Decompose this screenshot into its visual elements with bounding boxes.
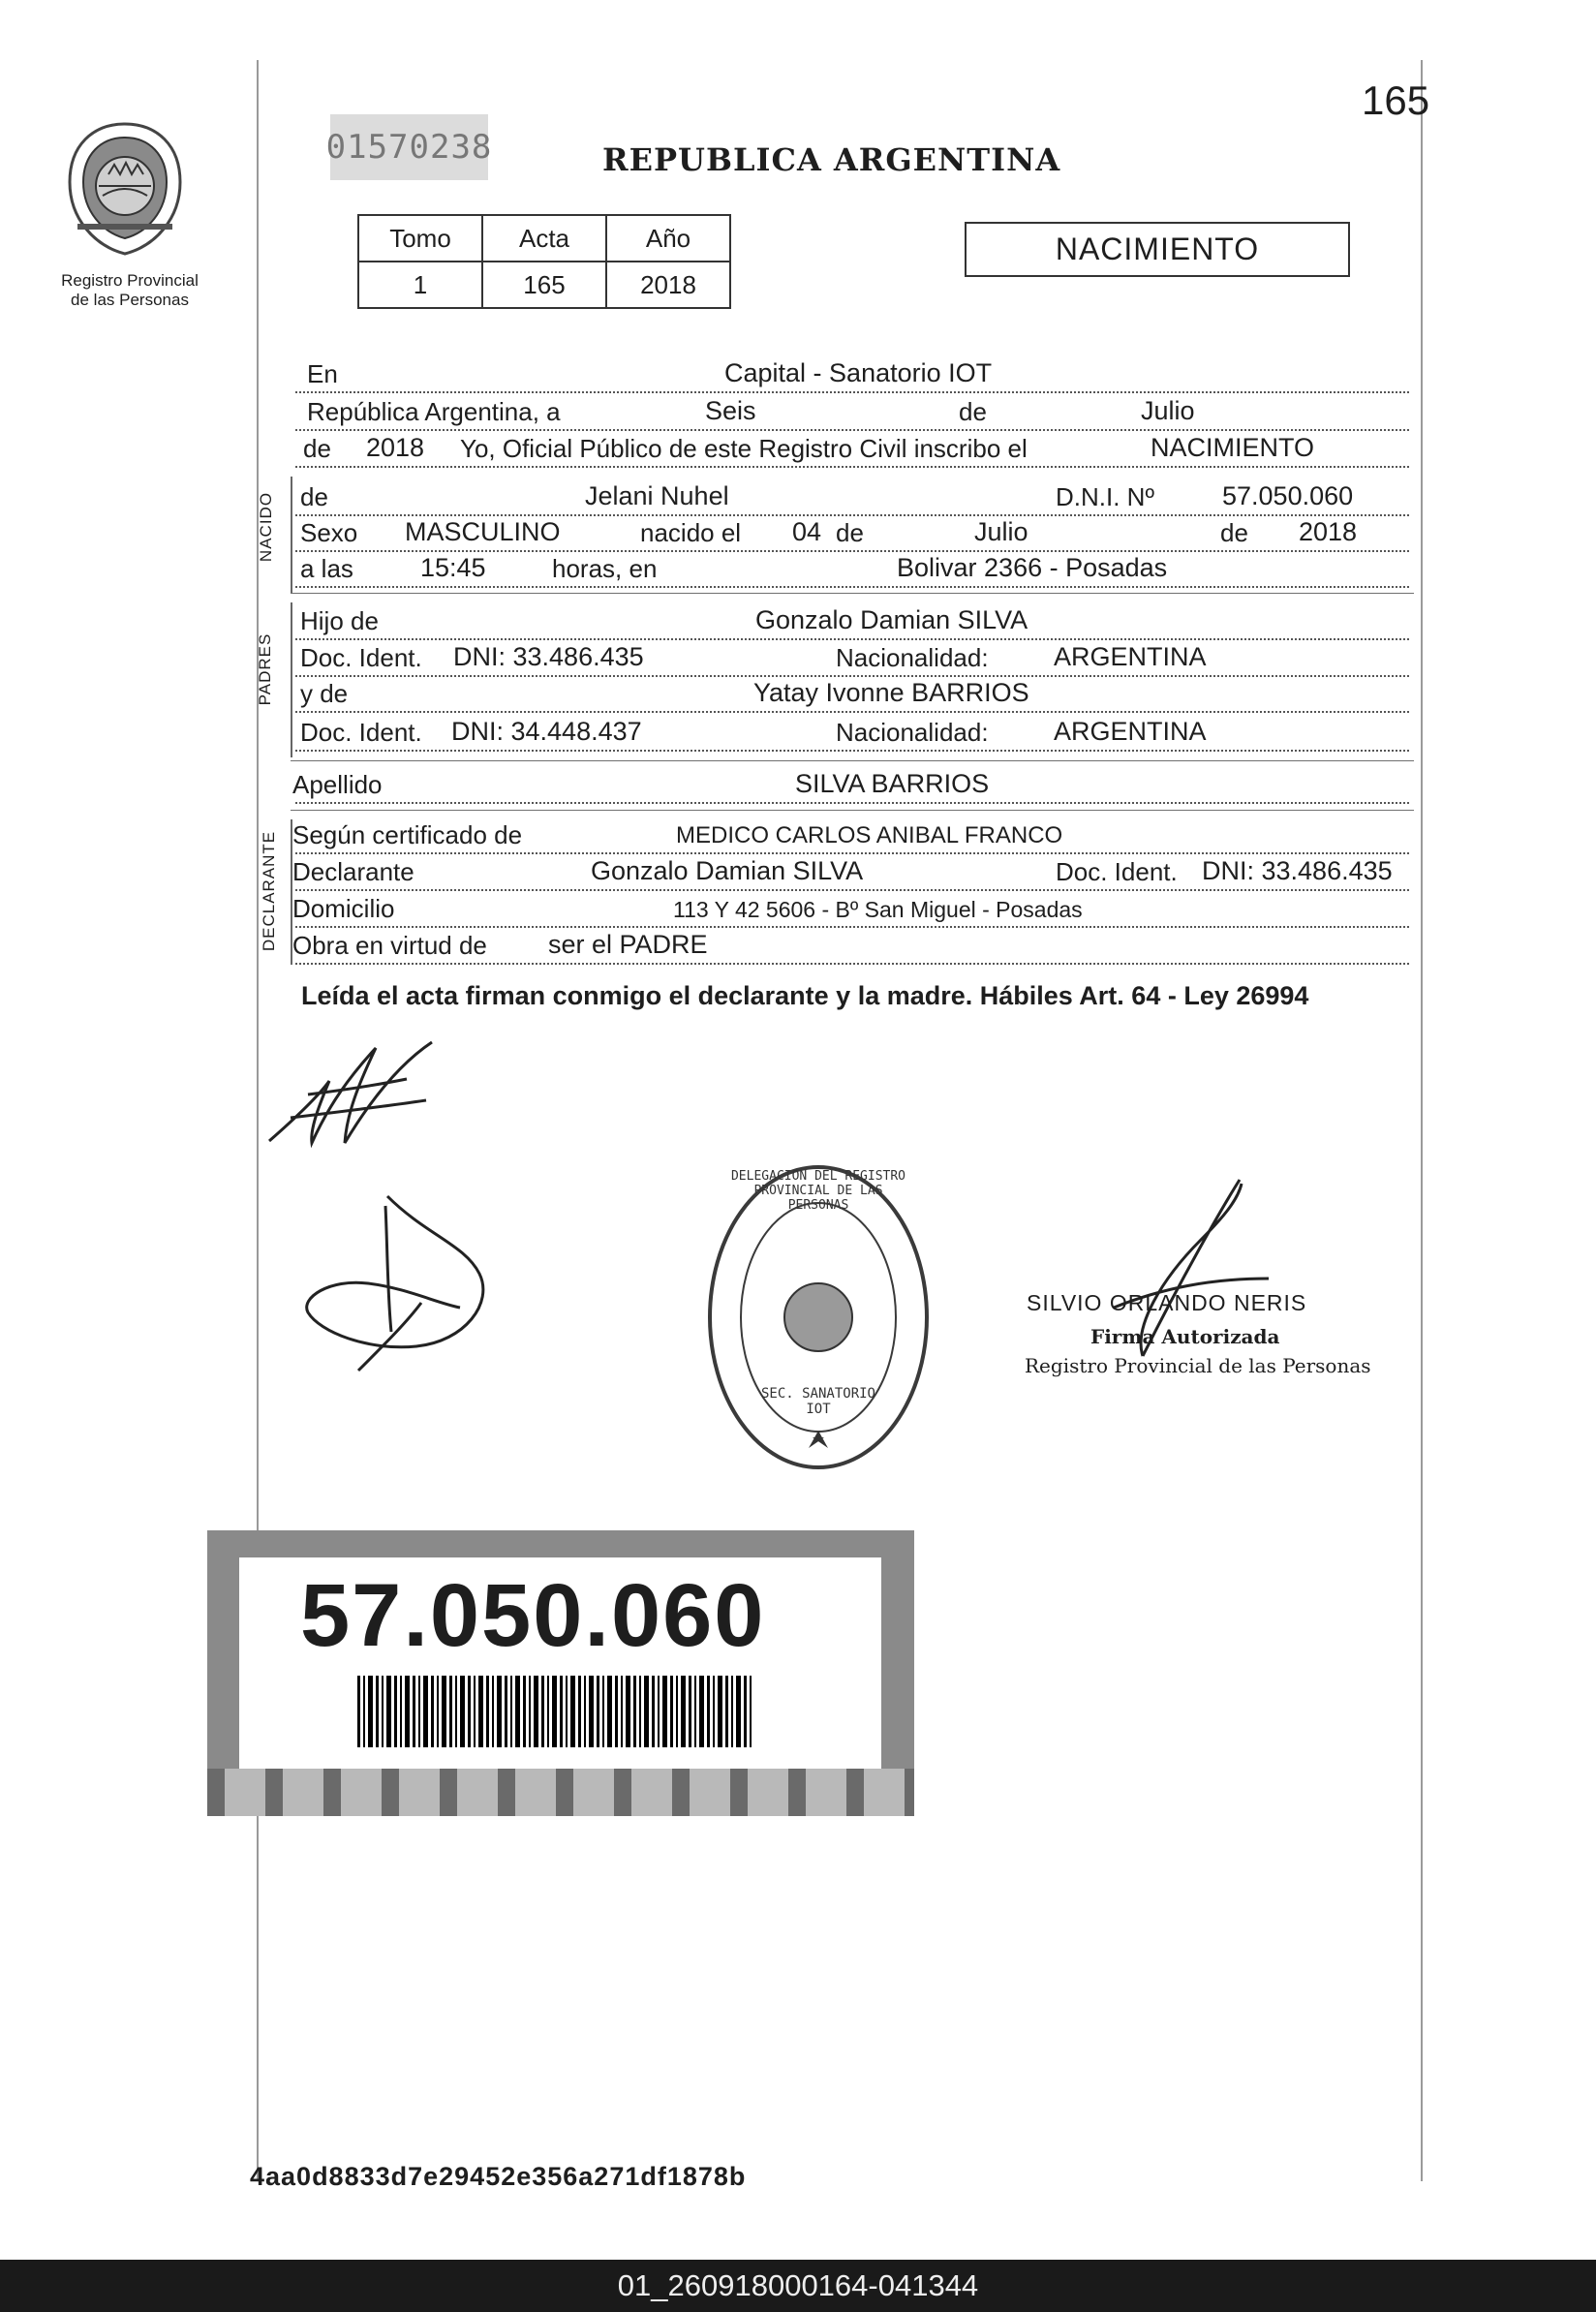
id-label-bottom-band [207, 1769, 914, 1816]
nacionalidad-label: Nacionalidad: [836, 643, 993, 673]
page-number: 165 [1362, 77, 1430, 123]
father-nationality: ARGENTINA [1051, 642, 1210, 672]
left-margin-line [257, 60, 259, 2181]
obra-label: Obra en virtud de [292, 931, 491, 961]
section-separator [291, 593, 1414, 594]
registry-seal [702, 1157, 935, 1477]
child-name: Jelani Nuhel [582, 481, 732, 511]
declarant-signature-icon [261, 1036, 475, 1157]
declarante-name: Gonzalo Damian SILVA [588, 856, 866, 886]
sexo-label: Sexo [300, 518, 361, 548]
record-type-box: NACIMIENTO [965, 222, 1350, 277]
de-label: de [303, 434, 335, 464]
side-label-declarante: DECLARANTE [260, 830, 278, 952]
section-separator [291, 760, 1414, 761]
declarante-doc-label: Doc. Ident. [1056, 857, 1182, 887]
section-separator [291, 810, 1414, 811]
doc-ident-label: Doc. Ident. [300, 718, 426, 748]
obra-value: ser el PADRE [545, 930, 711, 960]
registry-name-line1: Registro Provincial [61, 271, 199, 290]
mother-signature-icon [291, 1187, 542, 1390]
row-sexo [295, 513, 1409, 552]
y-de-label: y de [300, 679, 352, 709]
nacionalidad-label: Nacionalidad: [836, 718, 993, 748]
mother-signature [291, 1187, 542, 1390]
apellido-value: SILVA BARRIOS [792, 769, 992, 799]
id-barcode [357, 1676, 752, 1747]
certificado-label: Según certificado de [292, 820, 526, 850]
horas-label: horas, en [552, 554, 660, 584]
row-certificado [292, 816, 1409, 854]
misiones-emblem-icon [60, 118, 191, 259]
id-label [207, 1530, 914, 1816]
id-number: 57.050.060 [300, 1566, 766, 1665]
dni-label: D.N.I. Nº [1056, 482, 1158, 512]
en-label: En [307, 359, 342, 389]
child-dni: 57.050.060 [1219, 481, 1356, 511]
registry-table [357, 214, 731, 309]
a-las-label: a las [300, 554, 357, 584]
seal-ring-text: DELEGACION DEL REGISTRO PROVINCIAL DE LAS PERSONAS [730, 1169, 905, 1213]
de-label: de [1220, 518, 1252, 548]
country-title: REPUBLICA ARGENTINA [602, 141, 1061, 178]
registro-text: Yo, Oficial Público de este Registro Civil inscribo el [460, 434, 1031, 464]
doc-ident-label: Doc. Ident. [300, 643, 426, 673]
mother-nationality: ARGENTINA [1051, 717, 1210, 747]
row-mother-doc [295, 713, 1409, 752]
side-label-nacido: NACIDO [257, 491, 275, 563]
registration-year: 2018 [363, 433, 427, 463]
row-declarante [292, 852, 1409, 891]
row-y-de [295, 674, 1409, 713]
official-office: Registro Provincial de las Personas [1025, 1354, 1371, 1377]
certificado-value: MEDICO CARLOS ANIBAL FRANCO [673, 822, 1065, 849]
child-sex: MASCULINO [402, 517, 564, 547]
section-bracket [291, 477, 292, 593]
place-of-registration: Capital - Sanatorio IOT [721, 358, 995, 388]
registration-day: Seis [702, 396, 759, 426]
declarante-label: Declarante [292, 857, 418, 887]
tomo-header: Tomo [358, 215, 482, 262]
province-emblem [60, 118, 191, 259]
acta-value: 165 [482, 262, 606, 308]
row-en [295, 355, 1409, 393]
tomo-value: 1 [358, 262, 482, 308]
declarante-doc: DNI: 33.486.435 [1199, 856, 1396, 886]
serial-number-stamp: 01570238 [330, 114, 488, 180]
de-label: de [836, 518, 868, 548]
row-registro [295, 429, 1409, 468]
row-obra [292, 926, 1409, 965]
acta-header: Acta [482, 215, 606, 262]
registration-act: NACIMIENTO [1148, 433, 1317, 463]
anio-value: 2018 [606, 262, 730, 308]
apellido-label: Apellido [292, 770, 386, 800]
row-apellido [292, 765, 1409, 804]
nacido-de-label: de [300, 482, 332, 512]
birth-hour: 15:45 [417, 553, 489, 583]
seal-inner-text: SEC. SANATORIO IOT [760, 1386, 875, 1417]
registration-month: Julio [1138, 396, 1198, 426]
row-father-doc [295, 638, 1409, 677]
father-doc: DNI: 33.486.435 [450, 642, 647, 672]
right-margin-line [1421, 60, 1423, 2181]
domicilio-value: 113 Y 42 5606 - Bº San Miguel - Posadas [670, 897, 1086, 923]
mother-name: Yatay Ivonne BARRIOS [751, 678, 1032, 708]
row-hijo-de [295, 601, 1409, 640]
mother-doc: DNI: 34.448.437 [448, 717, 645, 747]
registry-name-line2: de las Personas [71, 291, 189, 309]
footer-id: 01_260918000164-041344 [617, 2268, 979, 2302]
birth-year: 2018 [1296, 517, 1360, 547]
official-role: Firma Autorizada [1090, 1325, 1280, 1348]
father-name: Gonzalo Damian SILVA [752, 605, 1030, 635]
domicilio-label: Domicilio [292, 894, 398, 924]
row-hora [295, 549, 1409, 588]
document-hash: 4aa0d8833d7e29452e356a271df1878b [250, 2162, 747, 2191]
republica-label: República Argentina, a [307, 397, 565, 427]
official-name: SILVIO ORLANDO NERIS [1027, 1290, 1307, 1315]
row-domicilio [292, 889, 1409, 928]
footer-bar [0, 2260, 1596, 2312]
anio-header: Año [606, 215, 730, 262]
closing-note: Leída el acta firman conmigo el declarante y la madre. Hábiles Art. 64 - Ley 26994 [301, 981, 1309, 1010]
birth-place: Bolivar 2366 - Posadas [894, 553, 1170, 583]
de-label: de [959, 397, 991, 427]
hijo-de-label: Hijo de [300, 606, 383, 636]
row-republica [295, 392, 1409, 431]
nacido-el-label: nacido el [640, 518, 745, 548]
birth-month: Julio [971, 517, 1031, 547]
row-nacido-name [295, 478, 1409, 516]
birth-day: 04 [789, 517, 824, 547]
declarant-signature [261, 1036, 475, 1157]
section-bracket [291, 602, 292, 757]
side-label-padres: PADRES [256, 632, 274, 706]
